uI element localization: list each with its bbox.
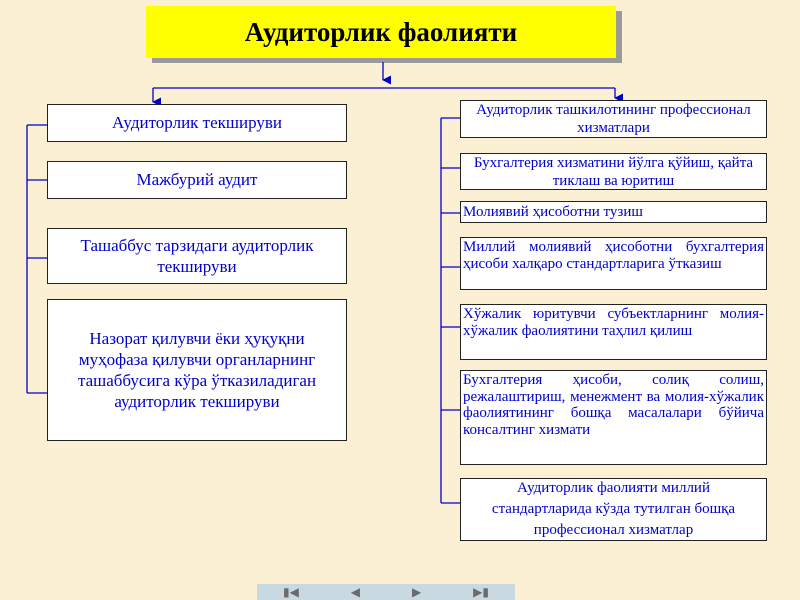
right-box-5: Хўжалик юритувчи субъектларнинг молия-хўжалик фаолиятини таҳлил қилиш <box>460 304 767 360</box>
right-box-3: Молиявий ҳисоботни тузиш <box>460 201 767 223</box>
left-box-2: Мажбурий аудит <box>47 161 347 199</box>
left-box-4: Назорат қилувчи ёки ҳуқуқни муҳофаза қилувчи органларнинг ташаббусига кўра ўтказиладиган аудиторлик текшируви <box>47 299 347 441</box>
last-icon[interactable]: ▶▮ <box>473 585 489 599</box>
left-box-1: Аудиторлик текшируви <box>47 104 347 142</box>
left-box-3: Ташаббус тарзидаги аудиторлик текшируви <box>47 228 347 284</box>
right-box-1: Аудиторлик ташкилотининг профессионал хизматлари <box>460 100 767 138</box>
slide-navigation-bar <box>257 584 515 600</box>
first-icon[interactable]: ▮◀ <box>282 585 299 599</box>
next-icon[interactable]: ▶ <box>411 585 422 599</box>
prev-icon[interactable]: ◀ <box>350 585 360 599</box>
right-box-7: Аудиторлик фаолияти миллий стандартларида кўзда тутилган бошқа профессионал хизматлар <box>460 478 767 541</box>
right-box-2: Бухгалтерия хизматини йўлга қўйиш, қайта тиклаш ва юритиш <box>460 153 767 190</box>
page-title: Аудиторлик фаолияти <box>146 6 616 58</box>
right-box-4: Миллий молиявий ҳисоботни бухгалтерия ҳисоби халқаро стандартларига ўтказиш <box>460 237 767 290</box>
right-box-6: Бухгалтерия ҳисоби, солиқ солиш, режалаштириш, менежмент ва молия-хўжалик фаолиятининг бошқа масалалари бўйича консалтинг хизмати <box>460 370 767 465</box>
